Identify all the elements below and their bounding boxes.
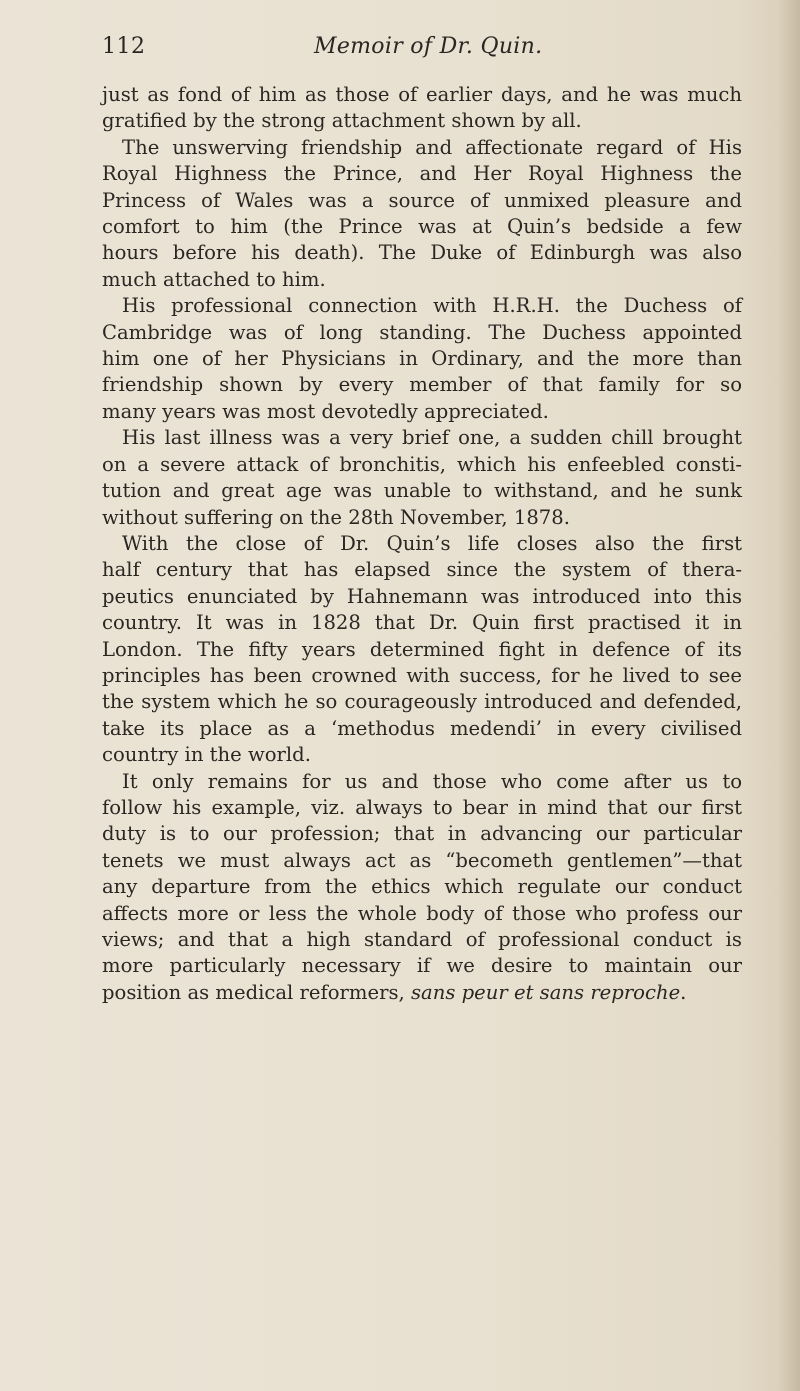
text-line: It only remains for us and those who come after us to (122, 769, 742, 793)
text-line: views; and that a high standard of professional conduct is (102, 928, 742, 951)
page-number: 112 (102, 34, 146, 59)
text-line: tenets we must always act as “becometh gentlemen”—that (102, 848, 742, 872)
text-line: With the close of Dr. Quin’s life closes also the first (122, 531, 742, 555)
text-line: His professional connection with H.R.H. the Duchess of (122, 294, 742, 318)
text-line: the system which he so courageously introduced and defended, (102, 690, 742, 714)
text-line: just as fond of him as those of earlier days, and he was much (102, 83, 742, 106)
text-line: peutics enunciated by Hahnemann was introduced into this (102, 584, 742, 608)
text-line: country in the world. (102, 743, 311, 767)
text-line: friendship shown by every member of that family for so (102, 373, 742, 397)
text-line: His last illness was a very brief one, a sudden chill brought (122, 426, 742, 450)
page-edge-shadow (778, 0, 800, 1391)
text-line: without suffering on the 28th November, 1878. (102, 505, 570, 529)
text-line-final (102, 980, 742, 1006)
text-line: take its place as a ‘methodus medendi’ in every civilised (102, 716, 742, 740)
text-line: The unswerving friendship and affectionate regard of His (122, 135, 742, 159)
text-line: more particularly necessary if we desire to maintain our (102, 954, 742, 978)
text-line: Princess of Wales was a source of unmixed pleasure and (102, 188, 742, 212)
text-line: gratified by the strong attachment shown by all. (102, 109, 582, 133)
text-line: tution and great age was unable to withstand, and he sunk (102, 479, 742, 503)
text-line: duty is to our profession; that in advancing our particular (102, 822, 742, 846)
text-line: country. It was in 1828 that Dr. Quin first practised it in (102, 611, 742, 635)
text-line: follow his example, viz. always to bear in mind that our first (102, 795, 742, 819)
text-line: Royal Highness the Prince, and Her Royal Highness the (102, 162, 742, 186)
text-line: comfort to him (the Prince was at Quin’s bedside a few (102, 215, 742, 239)
text-line: many years was most devotedly appreciated. (102, 399, 549, 423)
text-line: on a severe attack of bronchitis, which his enfeebled consti- (102, 452, 742, 476)
text-line: him one of her Physicians in Ordinary, and the more than (102, 347, 742, 371)
final-line-italic: sans peur et sans reproche (410, 980, 681, 1004)
text-line: half century that has elapsed since the system of thera- (102, 558, 742, 582)
text-line: any departure from the ethics which regulate our conduct (102, 875, 742, 899)
running-title: Memoir of Dr. Quin. (314, 34, 543, 59)
text-line: principles has been crowned with success, for he lived to see (102, 663, 742, 687)
final-line-lead: position as medical reformers, (102, 980, 411, 1004)
text-line: Cambridge was of long standing. The Duchess appointed (102, 320, 742, 344)
final-line-tail: . (680, 980, 687, 1004)
page-header (102, 34, 742, 68)
body-text (102, 82, 742, 1006)
text-line: hours before his death). The Duke of Edinburgh was also (102, 241, 742, 265)
text-line: London. The fifty years determined fight in defence of its (102, 637, 742, 661)
text-line: affects more or less the whole body of those who profess our (102, 901, 742, 925)
text-line: much attached to him. (102, 267, 326, 291)
